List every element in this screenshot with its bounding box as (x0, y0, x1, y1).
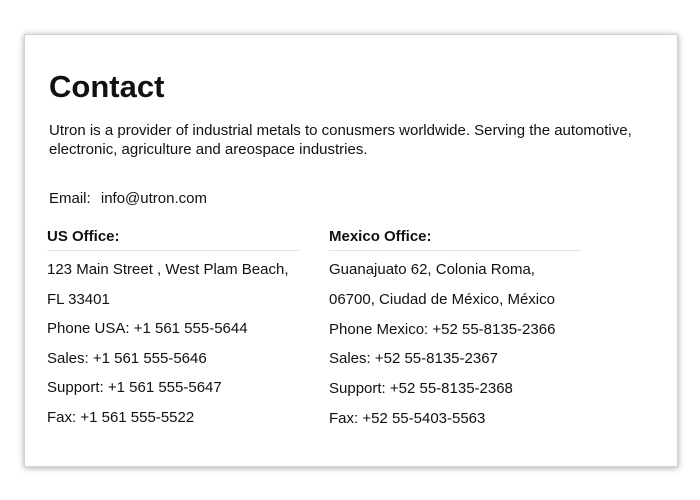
us-address-state-zip: FL 33401 (47, 290, 110, 308)
mexico-support-phone: Support: +52 55-8135-2368 (329, 380, 513, 398)
mexico-office-details (329, 255, 581, 434)
email-link[interactable]: info@utron.com (100, 190, 207, 207)
us-phone: Phone USA: +1 561 555-5644 (47, 320, 248, 338)
mexico-fax: Fax: +52 55-5403-5563 (329, 409, 486, 427)
mexico-address-street: Guanajuato 62, Colonia Roma, (329, 261, 535, 278)
mexico-phone: Phone Mexico: +52 55-8135-2366 (329, 320, 556, 338)
intro-text: Utron is a provider of industrial metals to conusmers worldwide. Serving the automotive, electronic, agriculture and areospace industries. (49, 122, 632, 158)
mexico-address-city: 06700, Ciudad de México, México (329, 290, 555, 308)
mexico-sales-phone: Sales: +52 55-8135-2367 (329, 350, 498, 368)
us-address-street: 123 Main Street , West Plam Beach, (47, 261, 289, 278)
email-label: Email: (49, 190, 91, 207)
us-office-block (47, 227, 299, 433)
page-title: Contact (49, 69, 165, 104)
us-support-phone: Support: +1 561 555-5647 (47, 379, 222, 397)
email-line (49, 189, 207, 209)
us-sales-phone: Sales: +1 561 555-5646 (47, 349, 207, 367)
contact-card (24, 34, 678, 467)
mexico-office-heading: Mexico Office: (329, 227, 581, 251)
us-office-heading: US Office: (47, 227, 299, 251)
us-office-details (47, 255, 299, 433)
mexico-office-block (329, 227, 581, 434)
us-fax: Fax: +1 561 555-5522 (47, 408, 195, 426)
